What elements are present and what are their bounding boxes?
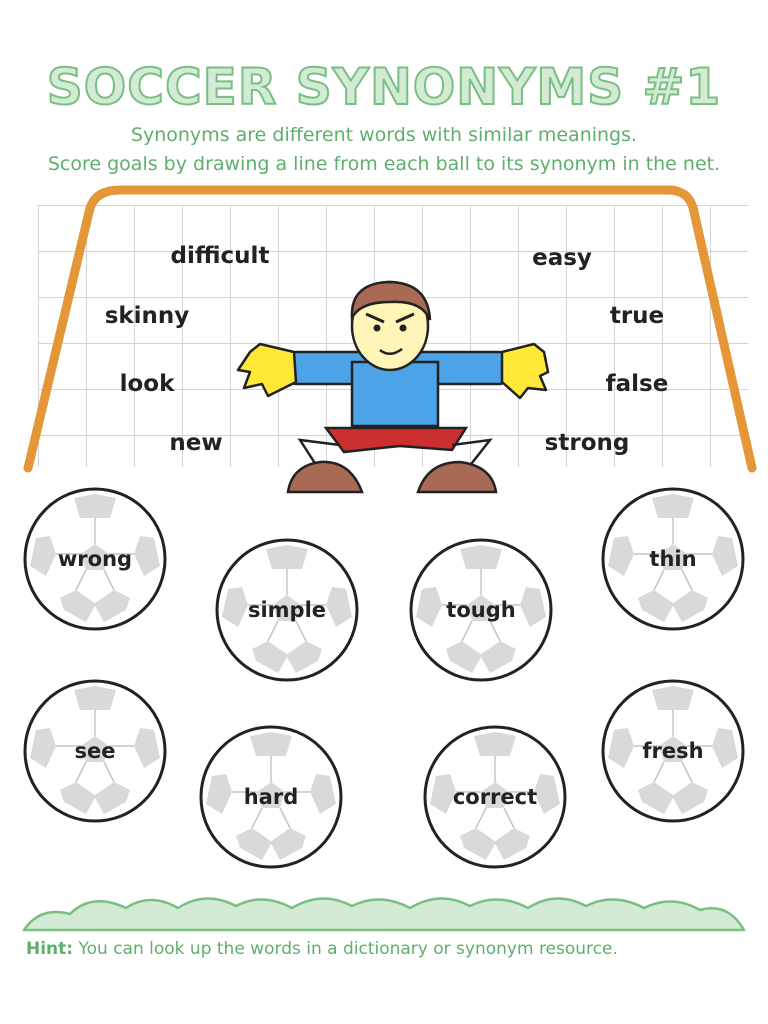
net-word-skinny: skinny <box>104 303 190 329</box>
ball-word: correct <box>452 785 538 809</box>
goalkeeper-illustration <box>0 0 768 500</box>
grass-strip <box>0 880 768 940</box>
ball-word: see <box>74 739 116 763</box>
ball-word: tough <box>446 598 516 622</box>
net-word-difficult: difficult <box>170 243 270 269</box>
ball-thin[interactable] <box>600 486 746 632</box>
subtitle-line-2: Score goals by drawing a line from each ball to its synonym in the net. <box>47 153 721 175</box>
ball-word: wrong <box>57 547 133 571</box>
ball-hard[interactable] <box>198 724 344 870</box>
ball-word: hard <box>243 785 299 809</box>
hint-body: You can look up the words in a dictionary or synonym resource. <box>78 939 618 959</box>
net-word-strong: strong <box>544 430 630 456</box>
ball-word: thin <box>649 547 697 571</box>
net-word-new: new <box>169 430 223 456</box>
net-word-false: false <box>605 371 669 397</box>
ball-tough[interactable] <box>408 537 554 683</box>
ball-see[interactable] <box>22 678 168 824</box>
ball-word: simple <box>247 598 327 622</box>
net-word-look: look <box>119 371 175 397</box>
ball-fresh[interactable] <box>600 678 746 824</box>
hint-text <box>26 939 618 959</box>
ball-simple[interactable] <box>214 537 360 683</box>
ball-word: fresh <box>642 739 704 763</box>
net-word-easy: easy <box>532 245 592 271</box>
net-word-true: true <box>609 303 665 329</box>
ball-wrong[interactable] <box>22 486 168 632</box>
subtitle-line-1: Synonyms are different words with similar meanings. <box>130 124 638 146</box>
page-title: SOCCER SYNONYMS #1 <box>46 58 722 116</box>
hint-label: Hint: <box>26 939 74 959</box>
ball-correct[interactable] <box>422 724 568 870</box>
